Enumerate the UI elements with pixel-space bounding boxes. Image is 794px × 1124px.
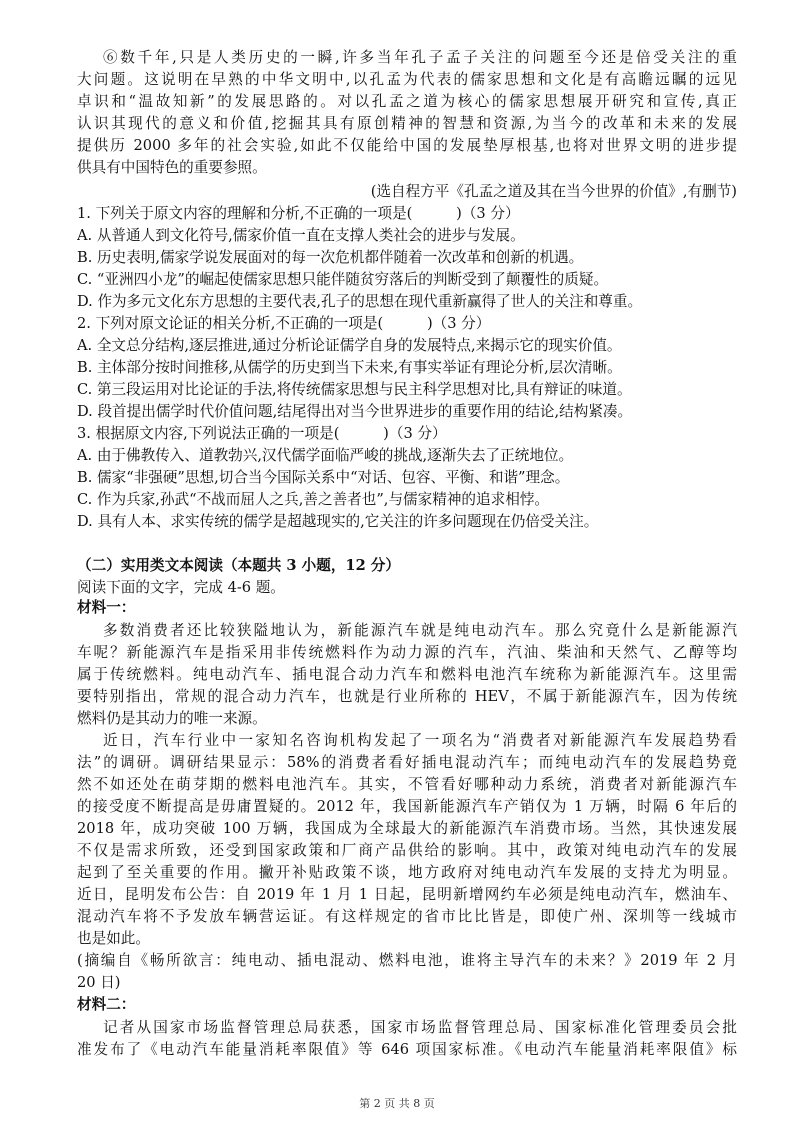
question-option: A. 从普通人到文化符号,儒家价值一直在支撑人类社会的进步与发展。 <box>77 227 525 244</box>
material-line: 的接受度不断提高是毋庸置疑的。2012 年，我国新能源汽车产销仅为 1 万辆，时隔 6 年后的 <box>77 798 737 815</box>
question-option: D. 作为多元文化东方思想的主要代表,孔子的思想在现代重新赢得了世人的关注和尊重。 <box>77 293 643 310</box>
material-line: 法”的调研。调研结果显示：58%的消费者看好插电混动汽车；而纯电动汽车的发展趋势竟 <box>77 754 737 771</box>
material-label: 材料二： <box>77 996 136 1013</box>
passage-line: 供具有中国特色的重要参照。 <box>77 159 267 176</box>
material-line: 近日，汽车行业中一家知名咨询机构发起了一项名为“消费者对新能源汽车发展趋势看 <box>103 732 737 749</box>
material-label: 材料一： <box>77 599 136 616</box>
page-number: 第 2 页 共 8 页 <box>359 1097 435 1110</box>
material-line: 然不如还处在萌芽期的燃料电池汽车。其实，不管看好哪种动力系统，消费者对新能源汽车 <box>77 776 737 793</box>
material-line: 也是如此。 <box>77 930 150 947</box>
question-option: B. 主体部分按时间推移,从儒学的历史到当下未来,有事实举证有理论分析,层次清晰。 <box>77 359 622 376</box>
question-option: C. “亚洲四小龙”的崛起使儒家思想只能伴随贫穷落后的判断受到了颠覆性的质疑。 <box>77 271 609 288</box>
question-option: C. 第三段运用对比论证的手法,将传统儒家思想与民主科学思想对比,具有辩证的味道。 <box>77 381 632 398</box>
passage-line: 提供历 2000 多年的社会实验,如此不仅能给中国的发展垫厚根基,也将对世界文明的进步提 <box>77 137 737 154</box>
passage-line: ⑥数千年,只是人类历史的一瞬,许多当年孔子孟子关注的问题至今还是倍受关注的重 <box>103 49 737 66</box>
question-stem: 3. 根据原文内容,下列说法正确的一项是( )（3 分） <box>77 425 447 442</box>
question-option: A. 由于佛教传入、道教勃兴,汉代儒学面临严峻的挑战,逐渐失去了正统地位。 <box>77 447 574 464</box>
passage-line: 认识其现代的意义和价值,挖掘其具有原创精神的智慧和资源,为当今的改革和未来的发展 <box>77 115 737 132</box>
material-line: 燃料仍是其动力的唯一来源。 <box>77 710 267 727</box>
section-heading: （二）实用类文本阅读（本题共 3 小题，12 分） <box>77 557 400 574</box>
passage-line: 卓识和“温故知新”的发展思路的。对以孔孟之道为核心的儒家思想展开研究和宣传,真正 <box>77 93 737 110</box>
material-line: 不仅是需求所致，还受到国家政策和厂商产品供给的影响。其中，政策对纯电动汽车的发展 <box>77 842 737 859</box>
material-line: 要特别指出，常规的混合动力汽车，也就是行业所称的 HEV，不属于新能源汽车，因为传统 <box>77 688 737 705</box>
section-instruction: 阅读下面的文字，完成 4-6 题。 <box>77 579 285 596</box>
question-option: B. 历史表明,儒家学说发展面对的每一次危机都伴随着一次改革和创新的机遇。 <box>77 249 584 266</box>
material-line: 属于传统燃料。纯电动汽车、插电混合动力汽车和燃料电池汽车统称为新能源汽车。这里需 <box>77 666 737 683</box>
material-source: (摘编自《畅所欲言：纯电动、插电混动、燃料电池，谁将主导汽车的未来？》2019 年 2 月 <box>77 952 737 969</box>
material-line: 多数消费者还比较狭隘地认为，新能源汽车就是纯电动汽车。那么究竟什么是新能源汽 <box>103 622 737 639</box>
question-option: C. 作为兵家,孙武“不战而屈人之兵,善之善者也”,与儒家精神的追求相悖。 <box>77 491 549 508</box>
question-option: A. 全文总分结构,逐层推进,通过分析论证儒学自身的发展特点,来揭示它的现实价值。 <box>77 337 622 354</box>
question-stem: 1. 下列关于原文内容的理解和分析,不正确的一项是( )（3 分） <box>77 205 520 222</box>
question-option: D. 段首提出儒学时代价值问题,结尾得出对当今世界进步的重要作用的结论,结构紧凑。 <box>77 403 633 420</box>
material-line: 混动汽车将不予发放车辆营运证。有这样规定的省市比比皆是，即使广州、深圳等一线城市 <box>77 908 737 925</box>
question-stem: 2. 下列对原文论证的相关分析,不正确的一项是( )（3 分） <box>77 315 491 332</box>
passage-source: (选自程方平《孔孟之道及其在当今世界的价值》,有删节) <box>370 183 737 200</box>
passage-line: 大问题。这说明在早熟的中华文明中,以孔孟为代表的儒家思想和文化是有高瞻远瞩的远见 <box>77 71 737 88</box>
material-line: 起到了至关重要的作用。撇开补贴政策不谈，地方政府对纯电动汽车发展的支持尤为明显。 <box>77 864 737 881</box>
question-option: D. 具有人本、求实传统的儒学是超越现实的,它关注的许多问题现在仍倍受关注。 <box>77 513 599 530</box>
material-source: 20 日) <box>77 974 121 991</box>
material-line: 近日，昆明发布公告：自 2019 年 1 月 1 日起，昆明新增网约车必须是纯电动汽车，燃油车、 <box>77 886 737 903</box>
material-line: 记者从国家市场监督管理总局获悉，国家市场监督管理总局、国家标准化管理委员会批 <box>103 1019 737 1036</box>
material-line: 2018 年，成功突破 100 万辆，我国成为全球最大的新能源汽车消费市场。当然，其快速发展 <box>77 820 737 837</box>
material-line: 车呢？新能源汽车是指采用非传统燃料作为动力源的汽车，汽油、柴油和天然气、乙醇等均 <box>77 644 737 661</box>
question-option: B. 儒家“非强硬”思想,切合当今国际关系中“对话、包容、平衡、和谐”理念。 <box>77 469 570 486</box>
material-line: 准发布了《电动汽车能量消耗率限值》等 646 项国家标准。《电动汽车能量消耗率限值》标 <box>77 1041 737 1058</box>
